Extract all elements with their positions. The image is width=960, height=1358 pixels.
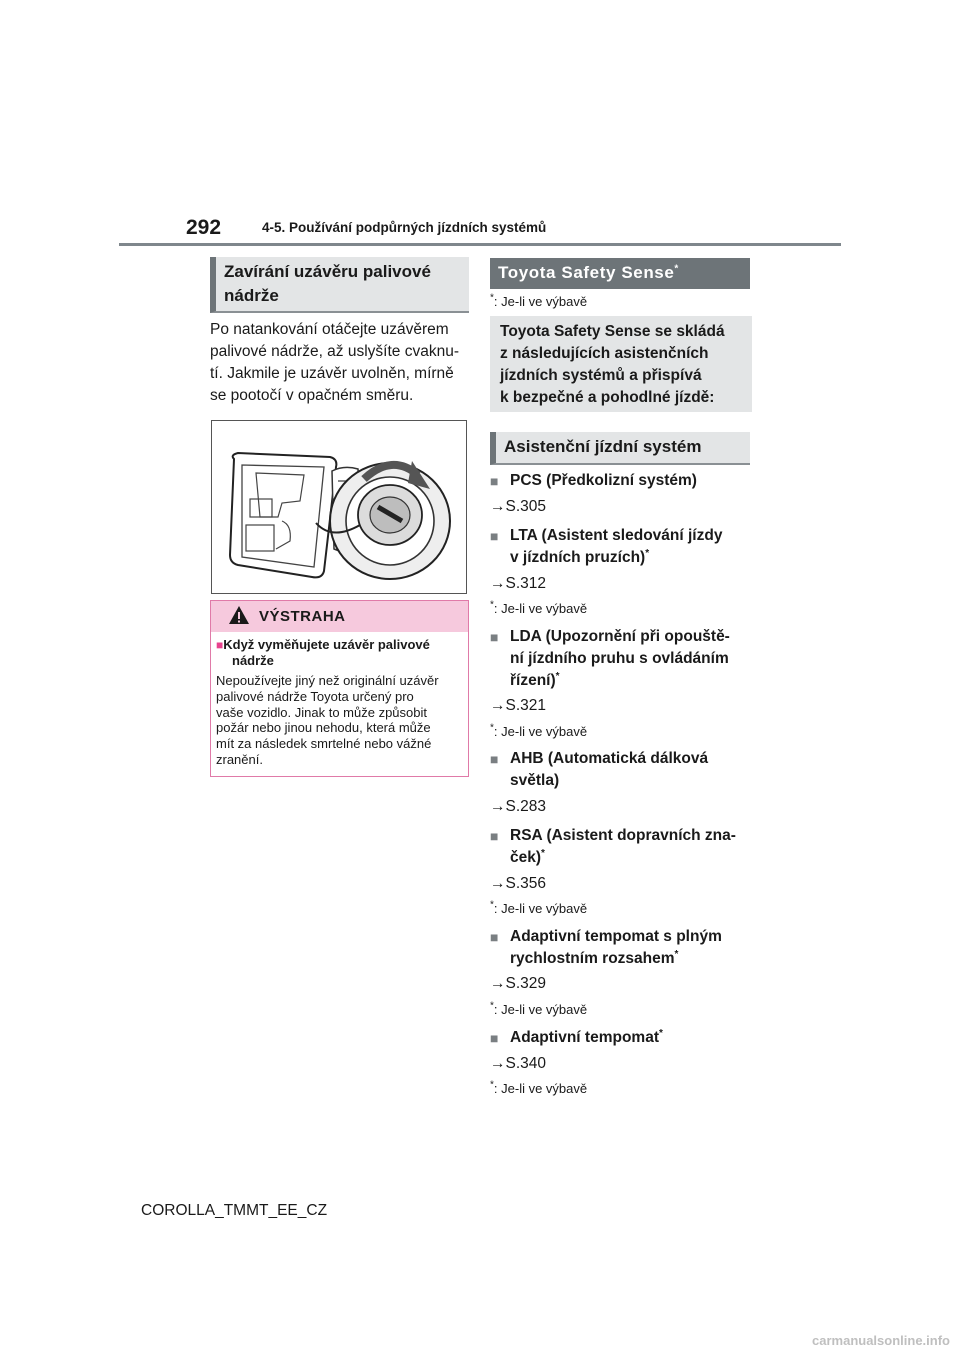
section-heading-line: Zavírání uzávěru palivové: [224, 262, 431, 281]
item-label: AHB (Automatická dálková: [510, 750, 709, 767]
section-heading-assist-systems: [490, 432, 750, 465]
arrow-right-icon: →: [490, 1055, 506, 1072]
text-line: požár nebo jinou nehodu, která může: [216, 720, 431, 736]
footnote: *: Je-li ve výbavě: [490, 1000, 588, 1017]
page-number: 292: [186, 216, 222, 239]
item-label: světla): [510, 772, 560, 789]
warning-triangle-icon: [228, 605, 250, 625]
footnote: *: Je-li ve výbavě: [490, 899, 588, 916]
square-bullet-icon: ■: [490, 528, 499, 544]
text-line: tí. Jakmile je uzávěr uvolněn, mírně: [210, 365, 454, 382]
section-heading-fuel-cap: [210, 257, 469, 313]
text-line: Po natankování otáčejte uzávěrem: [210, 321, 449, 338]
item-label: rychlostním rozsahem: [510, 950, 675, 967]
text-line: vaše vozidlo. Jinak to může způsobit: [216, 704, 427, 720]
item-label: LDA (Upozornění při opouště-: [510, 628, 730, 645]
square-bullet-icon: ■: [490, 751, 499, 767]
fuel-cap-instructions: [210, 319, 472, 407]
item-label: ní jízdního pruhu s ovládáním: [510, 650, 729, 667]
item-label: ček): [510, 849, 542, 866]
text-line: palivové nádrže, až uslyšíte cvaknu-: [210, 343, 459, 360]
list-item-lda: ■ LDA (Upozornění při opouště- ní jízdního pruhu s ovládáním řízení)*: [490, 626, 752, 692]
arrow-right-icon: →: [490, 697, 506, 714]
square-bullet-icon: ■: [490, 828, 499, 844]
chapter-title: 4-5. Používání podpůrných jízdních systémů: [262, 220, 547, 235]
list-item-pcs: [490, 470, 752, 492]
page-reference-ahb[interactable]: →S.283: [490, 798, 547, 815]
item-label: Adaptivní tempomat s plným: [510, 928, 722, 945]
warning-subtitle: [216, 637, 464, 669]
arrow-right-icon: →: [490, 575, 506, 592]
list-item-adaptive-cruise-full-range: ■ Adaptivní tempomat s plným rychlostním rozsahem*: [490, 926, 752, 970]
arrow-right-icon: →: [490, 798, 506, 815]
list-item-rsa: ■ RSA (Asistent dopravních zna- ček)*: [490, 825, 752, 869]
page-reference-acc[interactable]: →S.340: [490, 1055, 547, 1072]
text-line: k bezpečné a pohodlné jízdě:: [500, 389, 715, 406]
item-label: řízení): [510, 672, 556, 689]
warning-text: [216, 673, 468, 768]
fuel-cap-illustration: [211, 420, 467, 594]
square-bullet-icon: ■: [490, 629, 499, 645]
text-line: Nepoužívejte jiný než originální uzávěr: [216, 673, 439, 688]
document-code: COROLLA_TMMT_EE_CZ: [141, 1202, 328, 1219]
list-item-adaptive-cruise: ■ Adaptivní tempomat*: [490, 1027, 752, 1049]
assist-title: Asistenční jízdní systém: [504, 437, 702, 456]
list-item-lta: ■ LTA (Asistent sledování jízdy v jízdních pruzích)*: [490, 525, 752, 569]
page-reference-acc-full[interactable]: →S.329: [490, 975, 547, 992]
item-label: v jízdních pruzích): [510, 549, 646, 566]
square-bullet-icon: ■: [490, 1030, 499, 1046]
arrow-right-icon: →: [490, 498, 506, 515]
footnote: *: Je-li ve výbavě: [490, 292, 588, 309]
square-bullet-icon: ■: [490, 929, 499, 945]
text-line: jízdních systémů a přispívá: [500, 367, 702, 384]
asterisk: *: [674, 263, 679, 275]
text-line: Toyota Safety Sense se skládá: [500, 323, 725, 340]
fuel-door-drawing: [212, 421, 466, 593]
warning-box: [210, 600, 469, 777]
footnote: *: Je-li ve výbavě: [490, 722, 588, 739]
text-line: mít za následek smrtelné nebo vážné: [216, 736, 432, 752]
header-rule: [119, 243, 841, 246]
section-heading-toyota-safety-sense: [490, 258, 750, 289]
page-reference-pcs[interactable]: →S.305: [490, 498, 547, 515]
item-label: PCS (Předkolizní systém): [510, 472, 697, 489]
tss-title: Toyota Safety Sense: [498, 263, 675, 282]
arrow-right-icon: →: [490, 875, 506, 892]
watermark: carmanualsonline.info: [812, 1333, 950, 1348]
square-bullet-icon: ■: [216, 638, 224, 652]
item-label: LTA (Asistent sledování jízdy: [510, 527, 723, 544]
list-item-ahb: [490, 748, 752, 792]
text-line: zranění.: [216, 751, 263, 767]
text-line: palivové nádrže Toyota určený pro: [216, 688, 414, 704]
arrow-right-icon: →: [490, 975, 506, 992]
warning-header: [211, 601, 468, 632]
square-bullet-icon: ■: [490, 473, 499, 489]
warning-title: VÝSTRAHA: [259, 608, 346, 625]
text-line: se pootočí v opačném směru.: [210, 387, 414, 404]
tss-intro-box: [490, 316, 752, 412]
section-heading-line: nádrže: [224, 286, 279, 305]
footnote: *: Je-li ve výbavě: [490, 1079, 588, 1096]
footnote: *: Je-li ve výbavě: [490, 599, 588, 616]
item-label: RSA (Asistent dopravních zna-: [510, 827, 736, 844]
warning-subtitle-text: Když vyměňujete uzávěr palivové nádrže: [223, 637, 430, 668]
text-line: z následujících asistenčních: [500, 345, 709, 362]
page-reference-lda[interactable]: →S.321: [490, 697, 547, 714]
page-reference-lta[interactable]: →S.312: [490, 575, 547, 592]
item-label: Adaptivní tempomat: [510, 1029, 659, 1046]
page-reference-rsa[interactable]: →S.356: [490, 875, 547, 892]
